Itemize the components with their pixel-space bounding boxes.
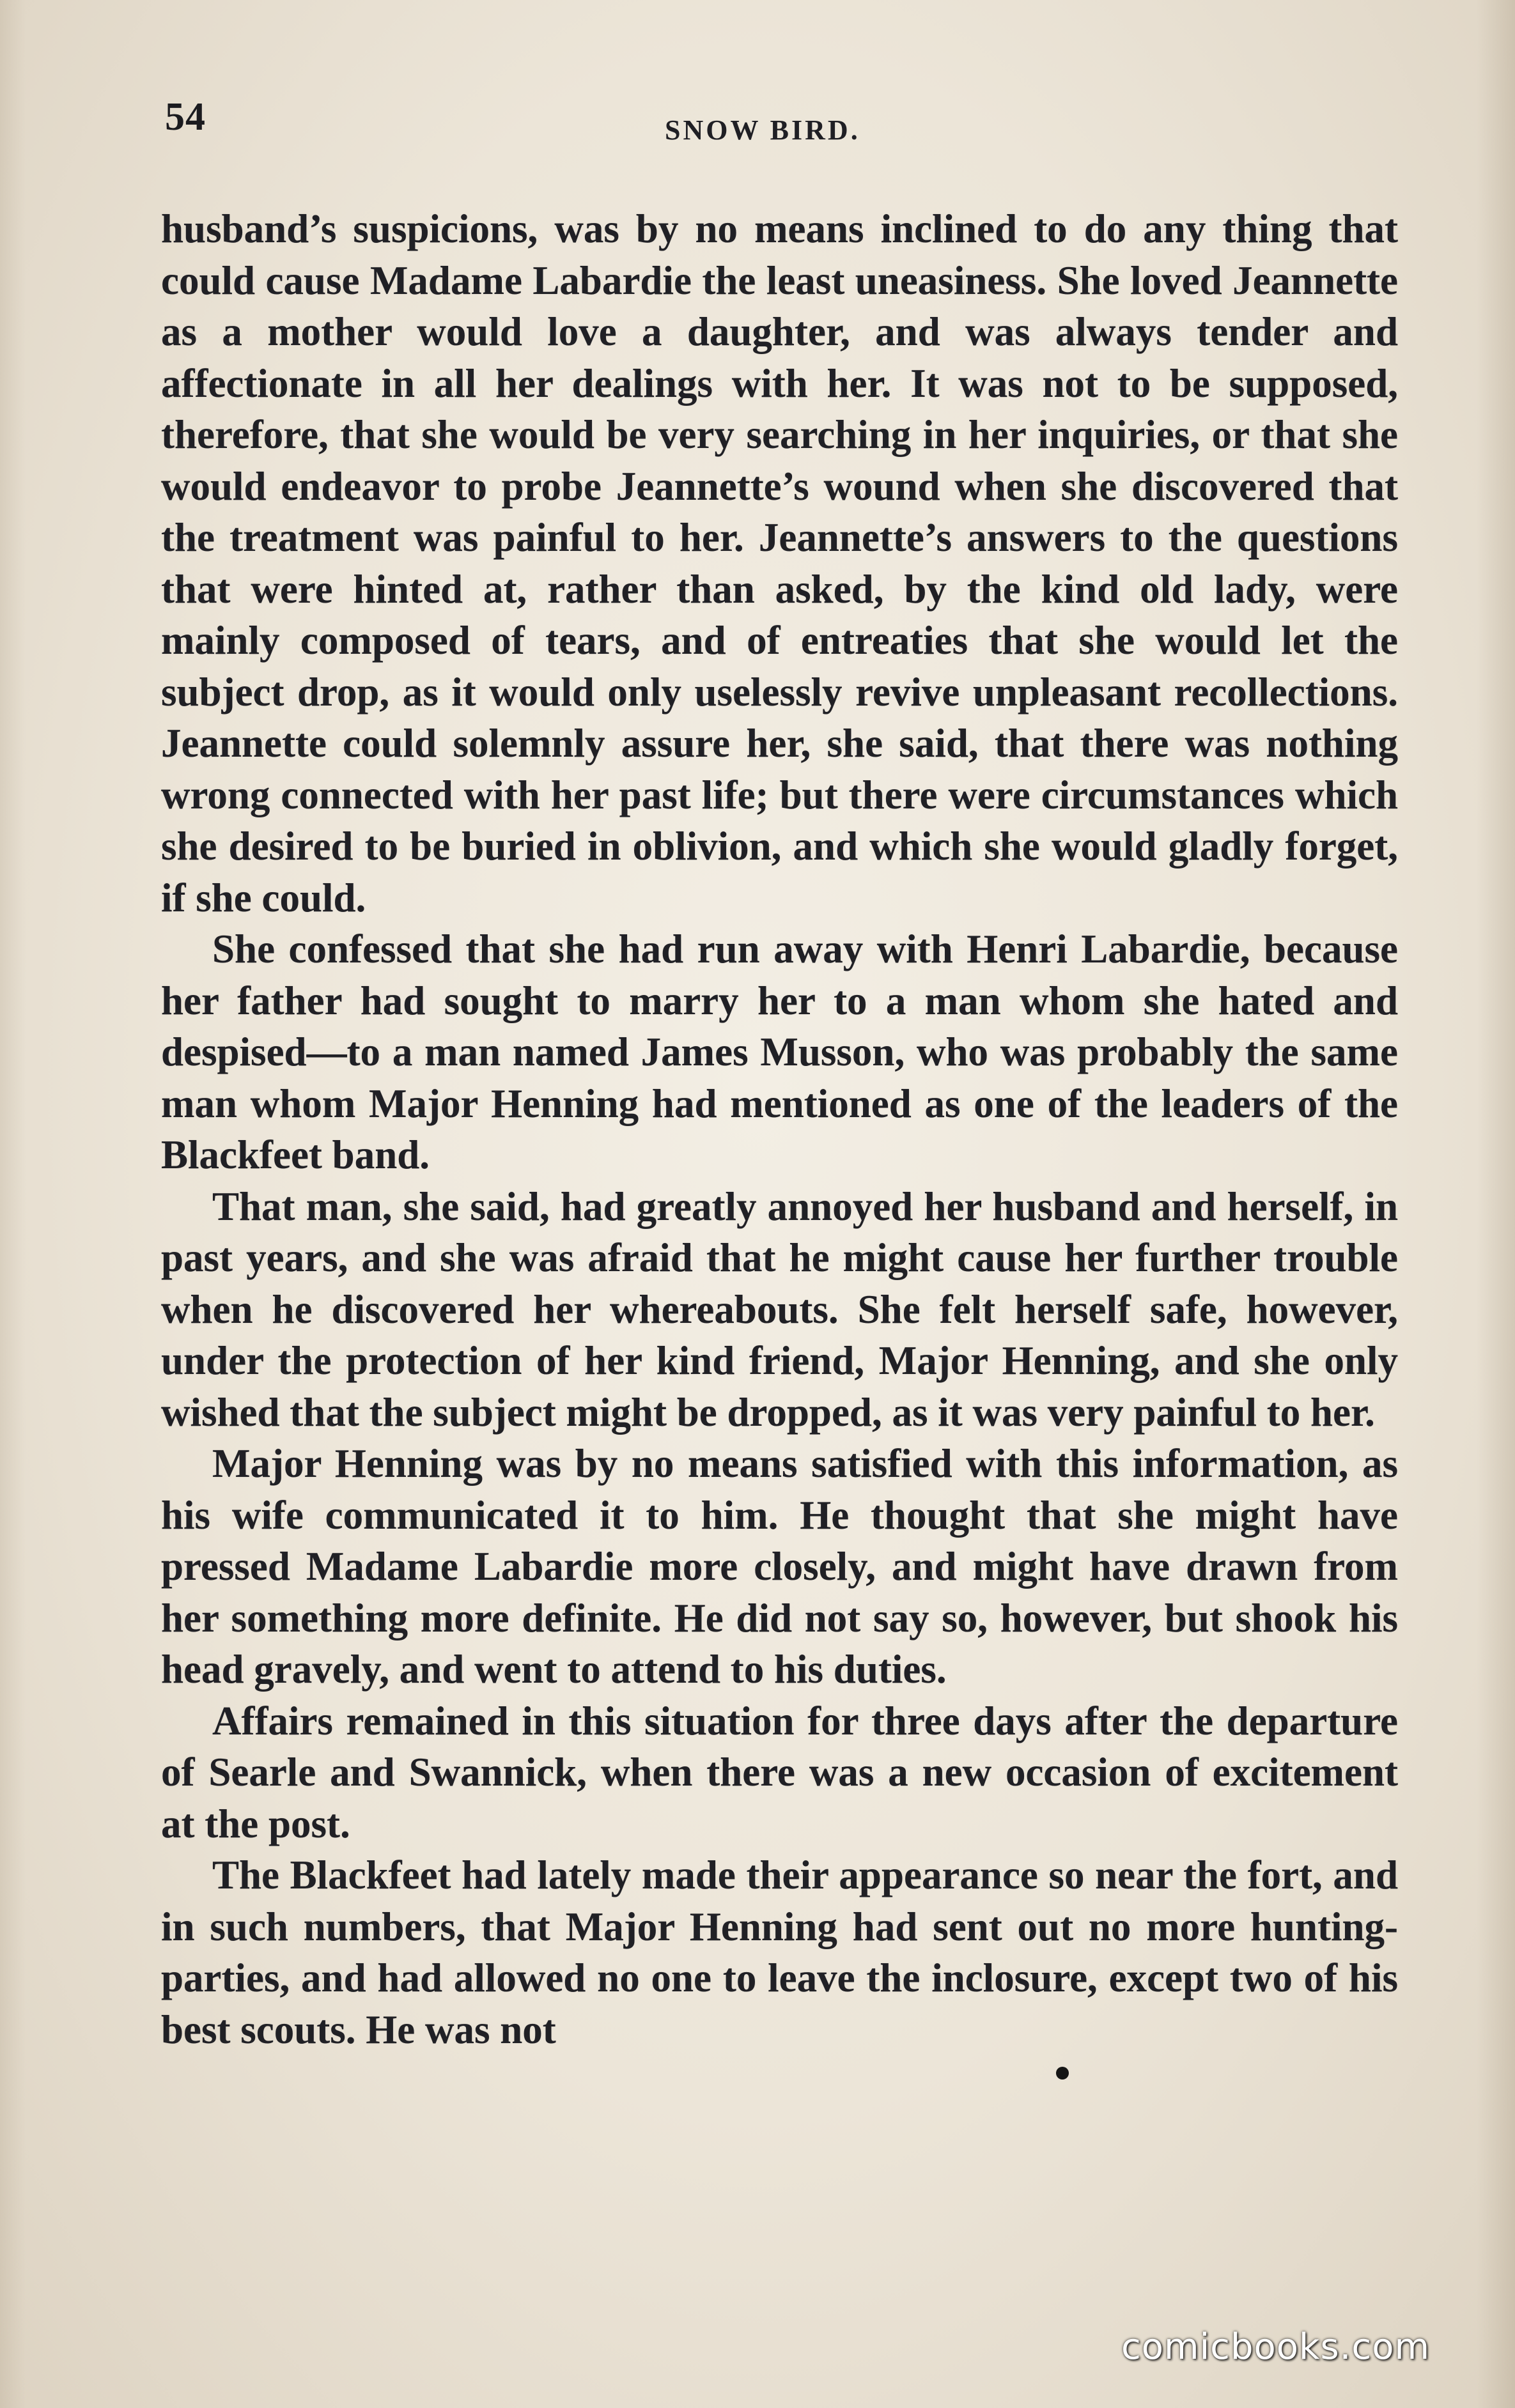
paragraph: She confessed that she had run away with Henri Labardie, because her father had sought to marry her to a man whom she hated and despised—to a man named James Musson, who was probably the same man whom Major Henning had mentioned as one of the leaders of the Blackfeet band. — [161, 927, 1398, 1177]
paragraph: Major Henning was by no means satisfied with this information, as his wife communicated it to him. He thought that she might have pressed Madame Labardie more closely, and might have drawn from her something more definite. He did not say so, however, but shook his head gravely, and went to attend to his duties. — [161, 1441, 1398, 1692]
running-head: SNOW BIRD. — [665, 114, 860, 146]
body-text — [161, 203, 1398, 2055]
paragraph: Affairs remained in this situation for three days after the departure of Searle and Swannick, when there was a new occasion of excitement at the post. — [161, 1698, 1398, 1846]
paragraph: That man, she said, had greatly annoyed her husband and herself, in past years, and she was afraid that he might cause her further trouble when he discovered her whereabouts. She felt herself safe, however, under the protection of her kind friend, Major Henning, and she only wished that the subject might be dropped, as it was very painful to her. — [161, 1184, 1398, 1435]
page-edge-shadow — [1477, 0, 1515, 2408]
page-gutter-shadow — [0, 0, 26, 2408]
paragraph: The Blackfeet had lately made their appearance so near the fort, and in such numbers, that Major Henning had sent out no more hunting-parties, and had allowed no one to leave the inclosure, except two of his best scouts. He was not — [161, 1853, 1398, 2052]
page-number: 54 — [165, 95, 206, 139]
watermark: comicbooks.com — [1121, 2326, 1431, 2368]
paragraph: husband’s suspicions, was by no means inclined to do any thing that could cause Madame Labardie the least uneasiness. She loved Jeannette as a mother would love a daughter, and was always tender and affectionate in all her dealings with her. It was not to be supposed, therefore, that she would be very searching in her inquiries, or that she would endeavor to probe Jeannette’s wound when she discovered that the treatment was painful to her. Jeannette’s answers to the questions that were hinted at, rather than asked, by the kind old lady, were mainly composed of tears, and of entreaties that she would let the subject drop, as it would only uselessly revive unpleasant recollections. Jeannette could solemnly assure her, she said, that there was nothing wrong connected with her past life; but there were circumstances which she desired to be buried in oblivion, and which she would gladly forget, if she could. — [161, 206, 1398, 920]
ink-spot — [1056, 2067, 1069, 2080]
